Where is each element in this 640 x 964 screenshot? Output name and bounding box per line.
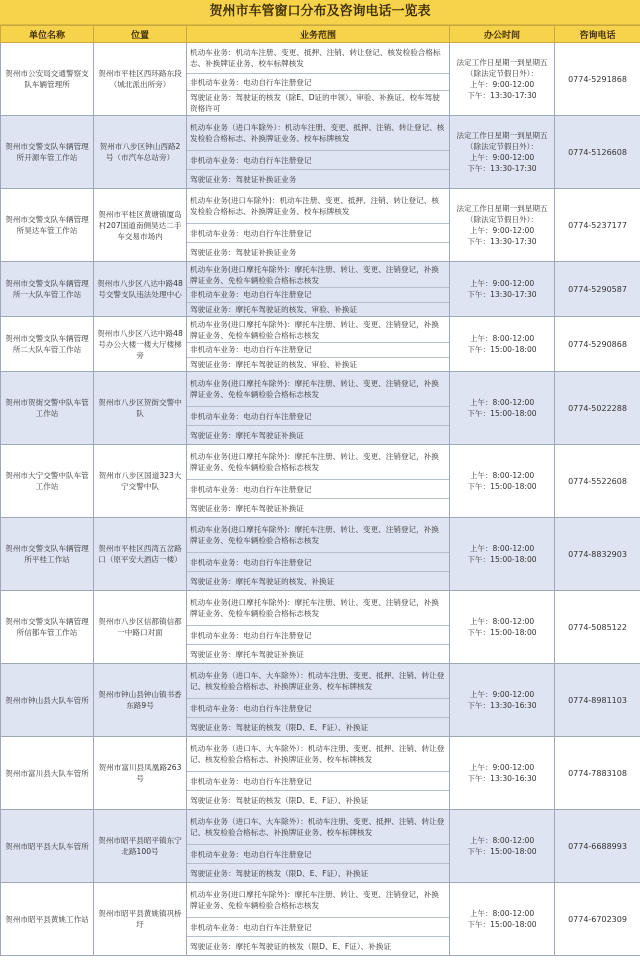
table-row — [1, 372, 640, 445]
table-row — [1, 116, 640, 189]
scope-line: 非机动车业务：电动自行车注册登记 — [187, 480, 449, 499]
hours-line: 法定工作日星期一到星期五 — [456, 58, 548, 67]
phone-number: 0774-8981103 — [555, 664, 640, 737]
phone-number: 0774-5085122 — [555, 591, 640, 664]
business-scope — [187, 737, 450, 810]
scope-line: 机动车业务(进口车除外)：机动车注册、变更、抵押、注销、转让登记、核发检验合格标志、补换牌证业务、校车标牌核发 — [187, 189, 449, 224]
hours-line: 下午：13:30-17:30 — [467, 237, 537, 246]
phone-number: 0774-6688993 — [555, 810, 640, 883]
office-hours — [450, 737, 555, 810]
scope-line: 驾驶证业务：驾驶证的核发（限D、E、F证）、补换证 — [190, 795, 369, 805]
table-row — [1, 737, 640, 810]
office-hours — [450, 518, 555, 591]
unit-location: 贺州市昭平县黄姚镇巩桥圩 — [94, 883, 187, 956]
table-row — [1, 883, 640, 956]
scope-line: 驾驶证业务：摩托车驾驶证的核发（限D、E、F证）、补换证 — [190, 941, 392, 951]
business-scope — [187, 883, 450, 956]
hours-line: 上午：8:00-12:00 — [469, 836, 535, 845]
scope-line: 非机动车业务：电动自行车注册登记 — [187, 343, 449, 358]
scope-line: 机动车业务：机动车注册、变更、抵押、注销、转让登记、核发检验合格标志、补换牌证业务、校车标牌核发 — [187, 43, 449, 74]
header-hours: 办公时间 — [450, 26, 555, 43]
scope-line: 非机动车业务：电动自行车注册登记 — [187, 699, 449, 718]
scope-line: 机动车业务(进口摩托车除外)：摩托车注册、转让、变更、注销登记，补换牌证业务、免检车辆检验合格标志核发 — [187, 445, 449, 480]
unit-name: 贺州市贺街交警中队车管工作站 — [1, 372, 94, 445]
hours-line: 上午：8:00-12:00 — [469, 617, 535, 626]
phone-number: 0774-5126608 — [555, 116, 640, 189]
unit-location: 贺州市平桂区西环路东段（城北派出所旁） — [94, 43, 187, 116]
business-scope — [187, 810, 450, 883]
hours-line: 下午：13:30-16:30 — [467, 774, 537, 783]
office-hours — [450, 664, 555, 737]
page-title: 贺州市车管窗口分布及咨询电话一览表 — [0, 0, 640, 25]
hours-line: 下午：13:30-17:30 — [467, 290, 537, 299]
scope-line: 非机动车业务：电动自行车注册登记 — [187, 224, 449, 243]
phone-number: 0774-5237177 — [555, 189, 640, 262]
unit-name: 贺州市交警支队车辆管理所信都车管工作站 — [1, 591, 94, 664]
scope-line: 驾驶证业务：摩托车驾驶证补换证 — [190, 649, 304, 659]
hours-line: 下午：15:00-18:00 — [467, 920, 537, 929]
hours-line: 下午：13:30-17:30 — [467, 91, 537, 100]
scope-line: 非机动车业务：电动自行车注册登记 — [187, 553, 449, 572]
header-location: 位置 — [94, 26, 187, 43]
hours-line: 上午：8:00-12:00 — [469, 398, 535, 407]
unit-name: 贺州市交警支队车辆管理所开源车管工作站 — [1, 116, 94, 189]
office-hours — [450, 317, 555, 372]
phone-number: 0774-5522608 — [555, 445, 640, 518]
phone-number: 0774-5290868 — [555, 317, 640, 372]
hours-line: 下午：15:00-18:00 — [467, 345, 537, 354]
business-scope — [187, 116, 450, 189]
scope-line: 驾驶证业务：驾驶证的核发（除E、D证的申领）、审验、补换证、校车驾驶资格许可 — [190, 93, 440, 113]
office-hours — [450, 372, 555, 445]
scope-line: 驾驶证业务：摩托车驾驶证补换证 — [190, 430, 304, 440]
office-hours — [450, 810, 555, 883]
unit-location: 贺州市八步区贺街交警中队 — [94, 372, 187, 445]
unit-location: 贺州市八步区八达中路48号交警支队违法处理中心 — [94, 262, 187, 317]
scope-line: 非机动车业务：电动自行车注册登记 — [187, 626, 449, 645]
scope-line: 驾驶证业务：驾驶证补换证业务 — [190, 174, 297, 184]
unit-location: 贺州市平桂区西湾五岔路口（原平安大酒店一楼） — [94, 518, 187, 591]
hours-line: 上午：8:00-12:00 — [469, 909, 535, 918]
scope-line: 驾驶证业务：驾驶证补换证业务 — [190, 247, 297, 257]
scope-line: 机动车业务（进口车、大车除外）：机动车注册、变更、抵押、注销、转让登记、核发检验合格标志、补换牌证业务、校车标牌核发 — [187, 810, 449, 845]
scope-line: 非机动车业务：电动自行车注册登记 — [187, 918, 449, 937]
scope-line: 非机动车业务：电动自行车注册登记 — [187, 151, 449, 170]
table-row — [1, 317, 640, 372]
hours-line: （除法定节假日外）： — [465, 142, 539, 151]
hours-line: 下午：13:30-17:30 — [467, 164, 537, 173]
table-row — [1, 43, 640, 116]
scope-line: 机动车业务（进口车、大车除外）：机动车注册、变更、抵押、注销、转让登记、核发检验合格标志、补换牌证业务、校车标牌核发 — [187, 664, 449, 699]
unit-name: 贺州市钟山县大队车管所 — [1, 664, 94, 737]
phone-number: 0774-5291868 — [555, 43, 640, 116]
hours-line: 上午：9:00-12:00 — [469, 763, 535, 772]
scope-line: 非机动车业务：电动自行车注册登记 — [187, 288, 449, 303]
scope-line: 驾驶证业务：驾驶证的核发（限D、E、F证）、补换证 — [190, 868, 369, 878]
unit-location: 贺州市八步区信都镇信都一中路口对面 — [94, 591, 187, 664]
scope-line: 机动车业务(进口摩托车除外)：摩托车注册、转让、变更、注销登记，补换牌证业务、免检车辆检验合格标志核发 — [187, 591, 449, 626]
table-row — [1, 445, 640, 518]
hours-line: 下午：15:00-18:00 — [467, 628, 537, 637]
hours-line: 下午：15:00-18:00 — [467, 482, 537, 491]
header-scope: 业务范围 — [187, 26, 450, 43]
unit-name: 贺州市公安局交通警察支队车辆管理所 — [1, 43, 94, 116]
scope-line: 机动车业务(进口摩托车除外)：摩托车注册、转让、变更、注销登记，补换牌证业务、免检车辆检验合格标志核发 — [187, 372, 449, 407]
unit-location: 贺州市八步区八达中路48号办公大楼一楼大厅楼梯旁 — [94, 317, 187, 372]
scope-line: 机动车业务（进口车除外）：机动车注册、变更、抵押、注销、转让登记、核发检验合格标志、补换牌证业务、校车标牌核发 — [187, 116, 449, 151]
table-row — [1, 189, 640, 262]
table-row — [1, 591, 640, 664]
hours-line: 上午：8:00-12:00 — [469, 544, 535, 553]
business-scope — [187, 518, 450, 591]
hours-line: 上午：9:00-12:00 — [469, 690, 535, 699]
office-hours — [450, 883, 555, 956]
unit-location: 贺州市八步区国道323大宁交警中队 — [94, 445, 187, 518]
table-row — [1, 262, 640, 317]
unit-name: 贺州市交警支队车辆管理所二大队车管工作站 — [1, 317, 94, 372]
hours-line: 下午：15:00-18:00 — [467, 847, 537, 856]
phone-number: 0774-8832903 — [555, 518, 640, 591]
header-phone: 咨询电话 — [555, 26, 640, 43]
unit-name: 贺州市昭平县大队车管所 — [1, 810, 94, 883]
business-scope — [187, 43, 450, 116]
unit-name: 贺州市昭平县黄姚工作站 — [1, 883, 94, 956]
scope-line: 非机动车业务：电动自行车注册登记 — [187, 74, 449, 91]
hours-line: 上午：9:00-12:00 — [469, 279, 535, 288]
contact-table — [0, 25, 640, 956]
header-name: 单位名称 — [1, 26, 94, 43]
business-scope — [187, 317, 450, 372]
scope-line: 机动车业务(进口摩托车除外)：摩托车注册、转让、变更、注销登记，补换牌证业务、免检车辆检验合格标志核发 — [187, 883, 449, 918]
hours-line: 下午：15:00-18:00 — [467, 409, 537, 418]
hours-line: （除法定节假日外）： — [465, 69, 539, 78]
scope-line: 机动车业务(进口摩托车除外)：摩托车注册、转让、变更、注销登记，补换牌证业务、免检车辆检验合格标志核发 — [187, 518, 449, 553]
business-scope — [187, 372, 450, 445]
hours-line: 上午：9:00-12:00 — [469, 153, 535, 162]
business-scope — [187, 262, 450, 317]
unit-name: 贺州市大宁交警中队车管工作站 — [1, 445, 94, 518]
table-row — [1, 664, 640, 737]
scope-line: 驾驶证业务：摩托车驾驶证补换证 — [190, 503, 304, 513]
business-scope — [187, 591, 450, 664]
table-row — [1, 810, 640, 883]
scope-line: 驾驶证业务：驾驶证的核发（限D、E、F证）、补换证 — [190, 722, 369, 732]
scope-line: 机动车业务(进口摩托车除外)：摩托车注册、转让、变更、注销登记，补换牌证业务、免检车辆检验合格标志核发 — [187, 317, 449, 343]
table-row — [1, 518, 640, 591]
hours-line: 下午：13:30-16:30 — [467, 701, 537, 710]
scope-line: 驾驶证业务：摩托车驾驶证的核发、审验、补换证 — [190, 304, 358, 314]
hours-line: 法定工作日星期一到星期五 — [456, 131, 548, 140]
unit-location: 贺州市昭平县昭平镇东宁北路100号 — [94, 810, 187, 883]
office-hours — [450, 445, 555, 518]
unit-name: 贺州市交警支队车辆管理所一大队车管工作站 — [1, 262, 94, 317]
unit-location: 贺州市钟山县钟山镇书香东路9号 — [94, 664, 187, 737]
office-hours — [450, 591, 555, 664]
scope-line: 非机动车业务：电动自行车注册登记 — [187, 772, 449, 791]
unit-name: 贺州市交警支队车辆管理所昊达车管工作站 — [1, 189, 94, 262]
phone-number: 0774-5022288 — [555, 372, 640, 445]
scope-line: 机动车业务(进口摩托车除外)：摩托车注册、转让、变更、注销登记，补换牌证业务、免检车辆检验合格标志核发 — [187, 262, 449, 288]
scope-line: 非机动车业务：电动自行车注册登记 — [187, 845, 449, 864]
table-header-row — [1, 26, 640, 43]
hours-line: 下午：15:00-18:00 — [467, 555, 537, 564]
scope-line: 驾驶证业务：摩托车驾驶证的核发、审验、补换证 — [190, 359, 358, 369]
office-hours — [450, 43, 555, 116]
office-hours — [450, 189, 555, 262]
unit-name: 贺州市交警支队车辆管理所平桂工作站 — [1, 518, 94, 591]
unit-location: 贺州市平桂区黄塘镇厦岛村207国道南侧昊达二手车交易市场内 — [94, 189, 187, 262]
hours-line: （除法定节假日外）： — [465, 215, 539, 224]
scope-line: 驾驶证业务：摩托车驾驶证的核发、补换证 — [190, 576, 335, 586]
hours-line: 上午：9:00-12:00 — [469, 226, 535, 235]
unit-name: 贺州市富川县大队车管所 — [1, 737, 94, 810]
business-scope — [187, 664, 450, 737]
phone-number: 0774-5290587 — [555, 262, 640, 317]
office-hours — [450, 116, 555, 189]
scope-line: 机动车业务（进口车、大车除外）：机动车注册、变更、抵押、注销、转让登记、核发检验合格标志、补换牌证业务、校车标牌核发 — [187, 737, 449, 772]
office-hours — [450, 262, 555, 317]
business-scope — [187, 189, 450, 262]
phone-number: 0774-7883108 — [555, 737, 640, 810]
hours-line: 上午：8:00-12:00 — [469, 334, 535, 343]
hours-line: 上午：8:00-12:00 — [469, 471, 535, 480]
hours-line: 法定工作日星期一到星期五 — [456, 204, 548, 213]
unit-location: 贺州市八步区钟山西路2号（市汽车总站旁） — [94, 116, 187, 189]
unit-location: 贺州市富川县凤凰路263号 — [94, 737, 187, 810]
phone-number: 0774-6702309 — [555, 883, 640, 956]
business-scope — [187, 445, 450, 518]
hours-line: 上午：9:00-12:00 — [469, 80, 535, 89]
scope-line: 非机动车业务：电动自行车注册登记 — [187, 407, 449, 426]
